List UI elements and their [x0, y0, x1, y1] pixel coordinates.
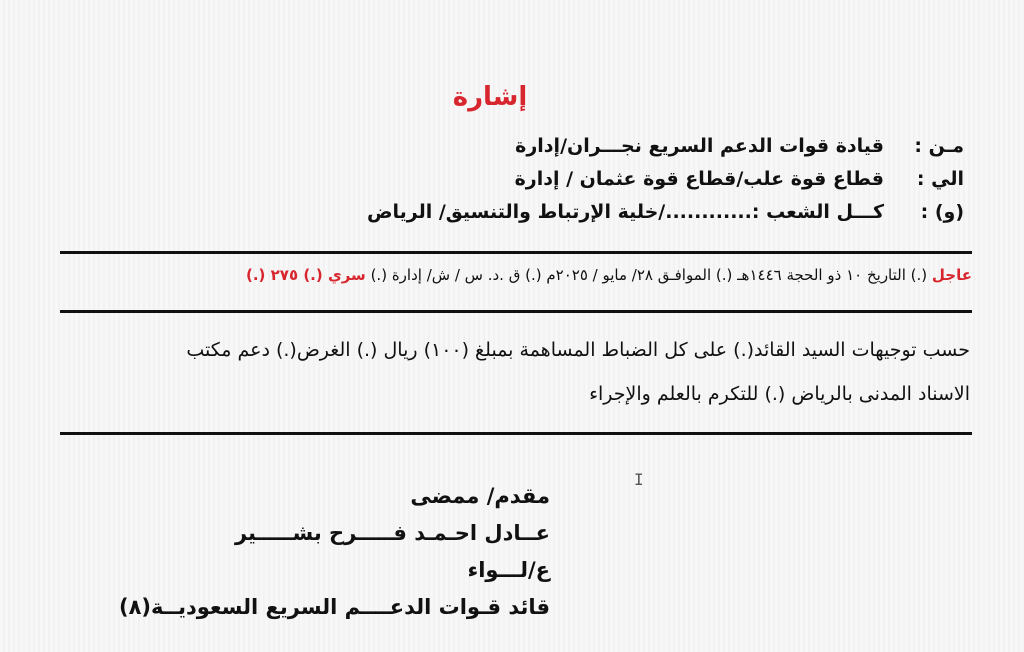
to-row: [344, 163, 964, 196]
from-label: مـن :: [914, 135, 964, 157]
signature-name: عــادل احـمـد فـــــرح بشـــــير: [234, 521, 550, 545]
secret-label: سري (.) ٢٧٥ (.): [246, 266, 366, 284]
text-cursor-icon: I: [634, 470, 644, 489]
document-title: [0, 82, 980, 112]
body-line-2: الاسناد المدنى بالرياض (.) للتكرم بالعلم والإجراء: [589, 383, 970, 405]
divider-bottom: [60, 432, 972, 435]
to-label: الي :: [916, 168, 964, 190]
address-block: [344, 130, 964, 229]
cc-row: [344, 196, 964, 229]
divider-top: [60, 251, 972, 254]
divider-middle: [60, 310, 972, 313]
signature-position: قائد قـوات الدعــــم السريع السعوديــة(٨): [118, 595, 550, 619]
from-value: قيادة قوات الدعم السريع نجـــران/إدارة: [515, 135, 884, 157]
cc-label: (و) :: [920, 201, 964, 223]
from-row: [344, 130, 964, 163]
to-value: قطاع قوة علب/قطاع قوة عثمان / إدارة: [514, 168, 884, 190]
signature-block: [70, 478, 550, 626]
date-reference-line: [32, 266, 972, 284]
signature-title: ع/لـــواء: [467, 558, 550, 582]
cc-value: كـــل الشعب :............/خلية الإرتباط والتنسيق/ الرياض: [366, 201, 884, 223]
urgent-label: عاجل: [931, 266, 972, 284]
body-line-1: حسب توجيهات السيد القائد(.) على كل الضباط المساهمة بمبلغ (١٠٠) ريال (.) الغرض(.) دعم مكتب: [186, 339, 970, 361]
date-details: (.) التاريخ ١٠ ذو الحجة ١٤٤٦هـ (.) الموافـق ٢٨/ مايو / ٢٠٢٥م (.) ق .د. س / ش/ إدارة (.): [370, 266, 928, 284]
message-body: [60, 328, 970, 416]
signature-rank: مقدم/ ممضى: [410, 484, 550, 508]
title-text: إشارة: [452, 82, 528, 112]
